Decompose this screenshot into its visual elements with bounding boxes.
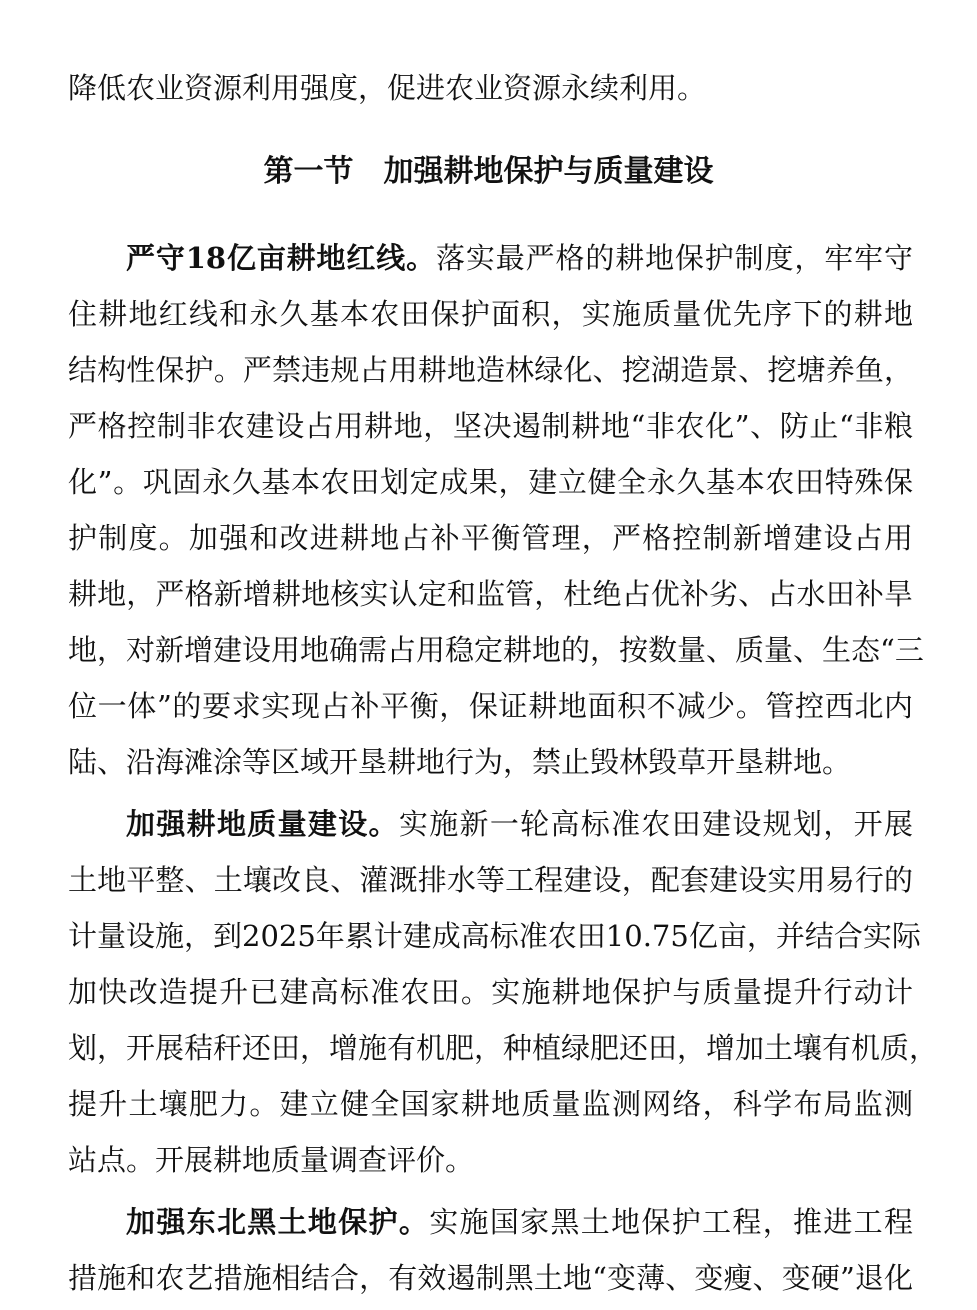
paragraph-1-line-10: 陆、沿海滩涂等区域开垦耕地行为，禁止毁林毁草开垦耕地。 <box>68 745 852 779</box>
paragraph-1-line-3: 结构性保护。严禁违规占用耕地造林绿化、挖湖造景、挖塘养鱼， <box>68 353 913 387</box>
paragraph-1-line-2: 住耕地红线和永久基本农田保护面积，实施质量优先序下的耕地 <box>68 297 913 331</box>
section-heading: 第一节 加强耕地保护与质量建设 <box>263 154 714 189</box>
paragraph-2-text: 实施新一轮高标准农田建设规划，开展 <box>398 807 913 841</box>
paragraph-1-line-7: 耕地，严格新增耕地核实认定和监管，杜绝占优补劣、占水田补旱 <box>68 577 913 611</box>
paragraph-1-line-6: 护制度。加强和改进耕地占补平衡管理，严格控制新增建设占用 <box>68 521 913 555</box>
paragraph-2-line-1 <box>126 804 913 844</box>
paragraph-1-text: 落实最严格的耕地保护制度，牢牢守 <box>436 241 913 275</box>
paragraph-3-lead: 加强东北黑土地保护。 <box>126 1205 430 1239</box>
paragraph-2-line-6: 提升土壤肥力。建立健全国家耕地质量监测网络，科学布局监测 <box>68 1087 913 1121</box>
paragraph-2-line-4: 加快改造提升已建高标准农田。实施耕地保护与质量提升行动计 <box>68 975 913 1009</box>
paragraph-2-line-3: 计量设施，到2025年累计建成高标准农田10.75亿亩，并结合实际 <box>68 919 921 953</box>
paragraph-2-line-5: 划，开展秸秆还田，增施有机肥，种植绿肥还田，增加土壤有机质， <box>68 1031 939 1065</box>
paragraph-3-line-2: 措施和农艺措施相结合，有效遏制黑土地“变薄、变瘦、变硬”退化 <box>68 1261 913 1295</box>
paragraph-1-line-9: 位一体”的要求实现占补平衡，保证耕地面积不减少。管控西北内 <box>68 689 913 723</box>
paragraph-3-text: 实施国家黑土地保护工程，推进工程 <box>429 1205 913 1239</box>
opening-line: 降低农业资源利用强度，促进农业资源永续利用。 <box>68 71 707 105</box>
paragraph-1-line-5: 化”。巩固永久基本农田划定成果，建立健全永久基本农田特殊保 <box>68 465 913 499</box>
paragraph-1-line-1 <box>126 238 913 278</box>
paragraph-3-line-1 <box>126 1202 913 1242</box>
paragraph-2-line-7: 站点。开展耕地质量调查评价。 <box>68 1143 475 1177</box>
paragraph-1-lead: 严守18亿亩耕地红线。 <box>126 241 437 275</box>
paragraph-1-line-4: 严格控制非农建设占用耕地，坚决遏制耕地“非农化”、防止“非粮 <box>68 409 913 443</box>
paragraph-2-line-2: 土地平整、土壤改良、灌溉排水等工程建设，配套建设实用易行的 <box>68 863 913 897</box>
paragraph-1-line-8: 地，对新增建设用地确需占用稳定耕地的，按数量、质量、生态“三 <box>68 633 924 667</box>
paragraph-2-lead: 加强耕地质量建设。 <box>126 807 399 841</box>
